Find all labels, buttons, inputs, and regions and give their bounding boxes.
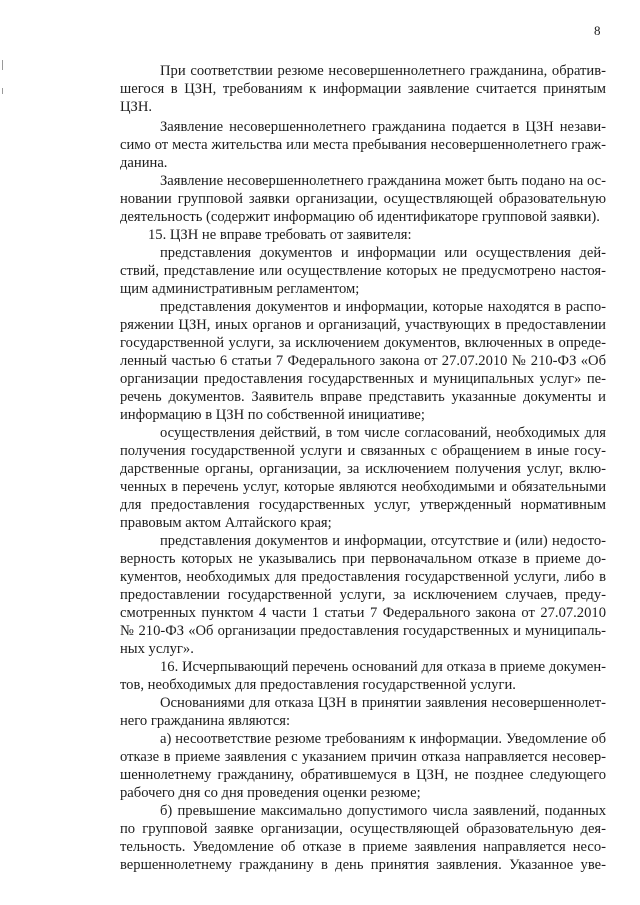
body-text-line: При соответствии резюме несовершеннолетнего гражданина, обратив- — [160, 63, 606, 79]
body-text-line: ЦЗН. — [120, 99, 153, 115]
body-text-line: Заявление несовершеннолетнего гражданина подается в ЦЗН незави- — [160, 119, 606, 135]
body-text-line: представления документов и информации, которые находятся в распо- — [160, 299, 606, 315]
body-text-line: ченных в перечень услуг, которые являются необходимыми и обязательными — [120, 479, 606, 495]
list-item-line: по групповой заявке организации, осуществляющей образовательную дея- — [120, 821, 606, 837]
body-text-line: № 210-ФЗ «Об организации предоставления государственных и муниципаль- — [120, 623, 606, 639]
body-text-line: информацию в ЦЗН по собственной инициативе; — [120, 407, 425, 423]
body-text-line: смотренных пунктом 4 части 1 статьи 7 Федерального закона от 27.07.2010 — [120, 605, 606, 621]
body-text-line: государственной услуги, за исключением документов, включенных в опреде- — [120, 335, 606, 351]
scan-margin-mark — [2, 88, 3, 94]
body-text-line: дарственные органы, организации, за исключением получения услуг, вклю- — [120, 461, 606, 477]
body-text-line: шегося в ЦЗН, требованиям к информации заявление считается принятым — [120, 81, 606, 97]
list-item-line: б) превышение максимально допустимого числа заявлений, поданных — [160, 803, 606, 819]
body-text-line: предоставлении государственной услуги, за исключением случаев, преду- — [120, 587, 606, 603]
body-text-line: Основаниями для отказа ЦЗН в принятии заявления несовершеннолет- — [160, 695, 606, 711]
list-item-line: отказе в приеме заявления с указанием причин отказа направляется несовер- — [120, 749, 606, 765]
section-heading: 16. Исчерпывающий перечень оснований для отказа в приеме докумен- — [160, 659, 606, 675]
body-text-line: ствий, представление или осуществление которых не предусмотрено настоя- — [120, 263, 606, 279]
body-text-line: ряжении ЦЗН, иных органов и организаций, участвующих в предоставлении — [120, 317, 606, 333]
body-text-line: деятельность (содержит информацию об идентификаторе групповой заявки). — [120, 209, 600, 225]
scan-margin-mark — [2, 60, 3, 70]
body-text-line: щим административным регламентом; — [120, 281, 360, 297]
body-text-line: новании групповой заявки организации, осуществляющей образовательную — [120, 191, 606, 207]
body-text-line: организации предоставления государственных и муниципальных услуг» пе- — [120, 371, 606, 387]
section-heading: 15. ЦЗН не вправе требовать от заявителя: — [148, 227, 412, 243]
list-item-line: шеннолетнему гражданину, обратившемуся в ЦЗН, не позднее следующего — [120, 767, 606, 783]
body-text-line: него гражданина являются: — [120, 713, 291, 729]
body-text-line: представления документов и информации или осуществления дей- — [160, 245, 606, 261]
body-text-line: для предоставления государственных услуг, утвержденный нормативным — [120, 497, 606, 513]
body-text-line: правовым актом Алтайского края; — [120, 515, 332, 531]
body-text-line: ных услуг». — [120, 641, 194, 657]
body-text-line: симо от места жительства или места пребывания несовершеннолетнего граж- — [120, 137, 606, 153]
body-text-line: получения государственной услуги и связанных с обращением в иные госу- — [120, 443, 606, 459]
body-text-line: речень документов. Заявитель вправе представить указанные документы и — [120, 389, 606, 405]
body-text-line: данина. — [120, 155, 168, 171]
list-item-line: вершеннолетнему гражданину в день принятия заявления. Указанное уве- — [120, 857, 606, 873]
body-text-line: кументов, необходимых для предоставления государственной услуги, либо в — [120, 569, 606, 585]
body-text-line: Заявление несовершеннолетнего гражданина может быть подано на ос- — [160, 173, 606, 189]
body-text-line: верность которых не указывались при первоначальном отказе в приеме до- — [120, 551, 606, 567]
list-item-line: тельность. Уведомление об отказе в приеме заявления направляется несо- — [120, 839, 606, 855]
list-item-line: а) несоответствие резюме требованиям к информации. Уведомление об — [160, 731, 606, 747]
body-text-line: осуществления действий, в том числе согласований, необходимых для — [160, 425, 606, 441]
body-text-line: представления документов и информации, отсутствие и (или) недосто- — [160, 533, 606, 549]
page-number: 8 — [594, 23, 601, 38]
body-text-line: ленный частью 6 статьи 7 Федерального закона от 27.07.2010 № 210-ФЗ «Об — [120, 353, 606, 369]
section-heading: тов, необходимых для предоставления государственной услуги. — [120, 677, 516, 693]
list-item-line: рабочего дня со дня проведения оценки резюме; — [120, 785, 421, 801]
